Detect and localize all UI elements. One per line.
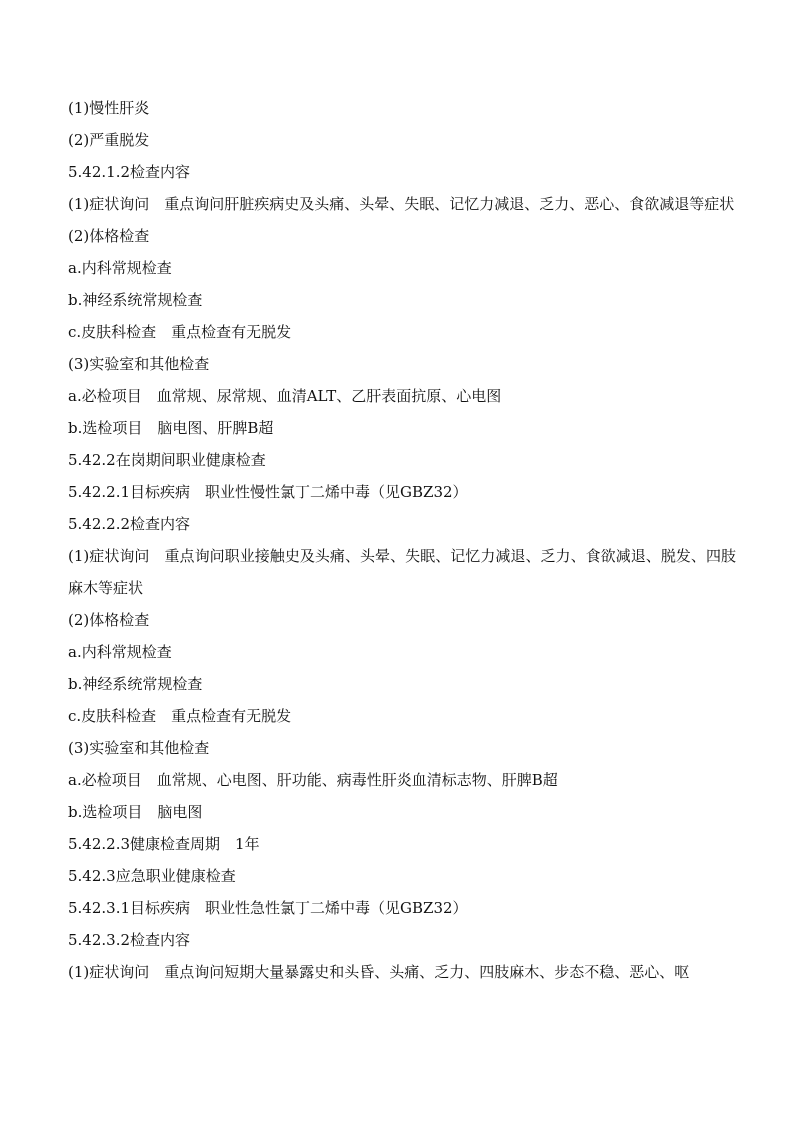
text-paragraph: (1)症状询问 重点询问职业接触史及头痛、头晕、失眠、记忆力减退、乏力、食欲减退、脱发、四肢麻木等症状 <box>68 547 736 597</box>
section-heading: 5.42.2.2检查内容 <box>68 515 191 533</box>
text-line: b.选检项目 脑电图、肝脾B超 <box>68 419 274 437</box>
section-heading: 5.42.2在岗期间职业健康检查 <box>68 451 266 469</box>
text-line: a.必检项目 血常规、心电图、肝功能、病毒性肝炎血清标志物、肝脾B超 <box>68 771 558 789</box>
text-line: b.选检项目 脑电图 <box>68 803 203 821</box>
text-line: (2)体格检查 <box>68 611 150 629</box>
text-line: c.皮肤科检查 重点检查有无脱发 <box>68 323 292 341</box>
text-line: (3)实验室和其他检查 <box>68 739 210 757</box>
section-heading: 5.42.3.1目标疾病 职业性急性氯丁二烯中毒（见GBZ32） <box>68 899 468 917</box>
text-line: (2)体格检查 <box>68 227 150 245</box>
document-body <box>68 92 736 988</box>
text-line: a.必检项目 血常规、尿常规、血清ALT、乙肝表面抗原、心电图 <box>68 387 502 405</box>
text-line: a.内科常规检查 <box>68 643 172 661</box>
section-heading: 5.42.2.1目标疾病 职业性慢性氯丁二烯中毒（见GBZ32） <box>68 483 468 501</box>
text-line: (2)严重脱发 <box>68 131 150 149</box>
text-line: b.神经系统常规检查 <box>68 675 203 693</box>
text-paragraph: (1)症状询问 重点询问肝脏疾病史及头痛、头晕、失眠、记忆力减退、乏力、恶心、食欲减退等症状 <box>68 195 735 213</box>
text-line: (1)慢性肝炎 <box>68 99 150 117</box>
section-heading: 5.42.2.3健康检查周期 1年 <box>68 835 260 853</box>
section-heading: 5.42.1.2检查内容 <box>68 163 191 181</box>
text-line: b.神经系统常规检查 <box>68 291 203 309</box>
section-heading: 5.42.3.2检查内容 <box>68 931 191 949</box>
text-line: a.内科常规检查 <box>68 259 172 277</box>
text-line: (1)症状询问 重点询问短期大量暴露史和头昏、头痛、乏力、四肢麻木、步态不稳、恶心、呕 <box>68 963 690 981</box>
text-line: (3)实验室和其他检查 <box>68 355 210 373</box>
text-line: c.皮肤科检查 重点检查有无脱发 <box>68 707 292 725</box>
section-heading: 5.42.3应急职业健康检查 <box>68 867 236 885</box>
